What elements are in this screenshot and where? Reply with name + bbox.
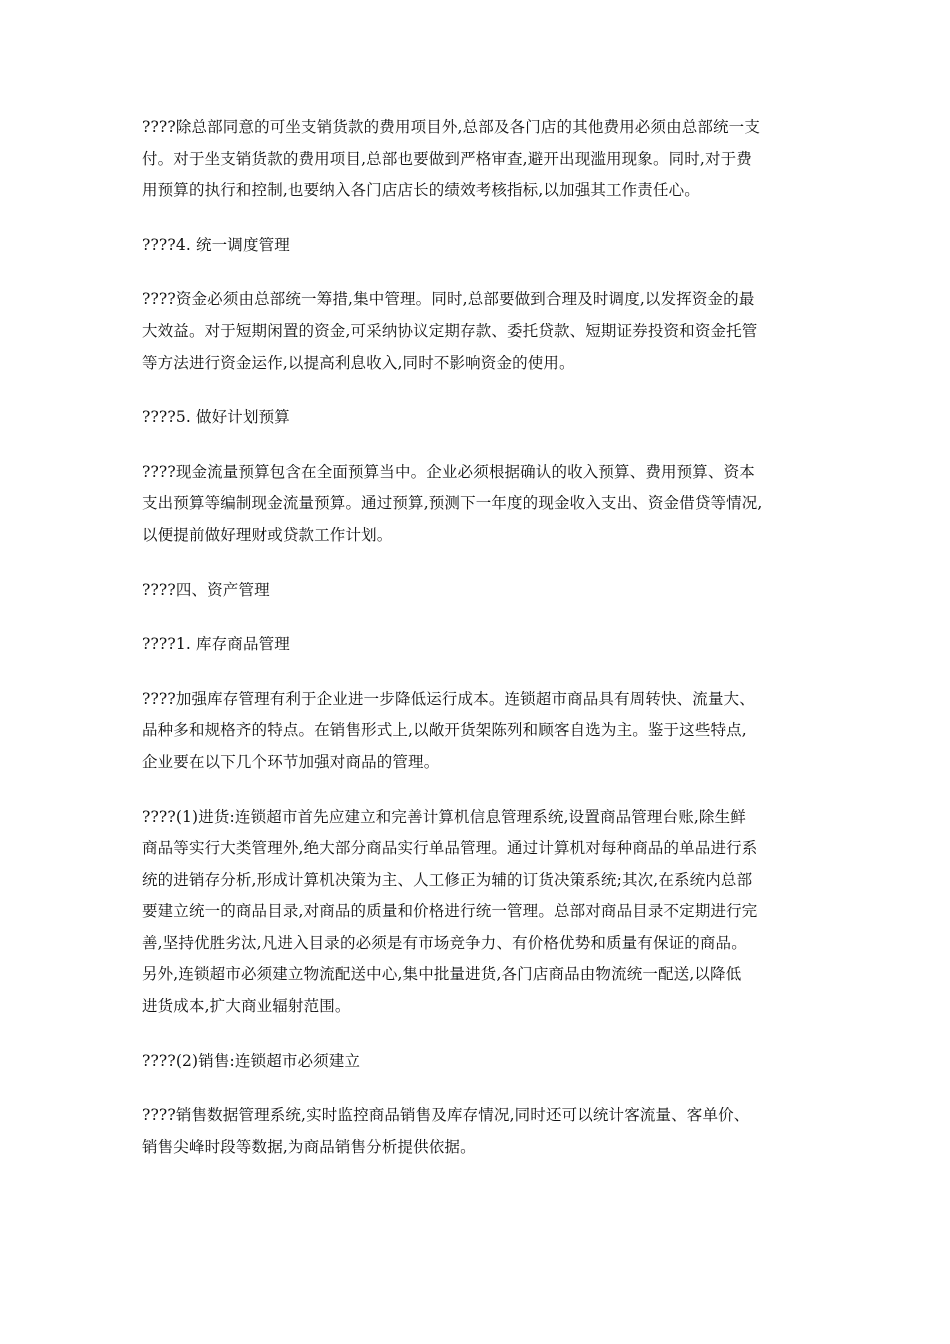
text-line: ????(2)销售:连锁超市必须建立: [142, 1051, 361, 1070]
paragraph-sales-data: [142, 1100, 814, 1163]
document-body: [142, 112, 814, 1186]
paragraph-cash-flow-budget: [142, 457, 814, 552]
text-line: ????4. 统一调度管理: [142, 235, 290, 254]
text-line: ????(1)进货:连锁超市首先应建立和完善计算机信息管理系统,设置商品管理台账,除生鲜: [142, 807, 746, 826]
text-line: 进货成本,扩大商业辐射范围。: [142, 997, 351, 1016]
text-line: 用预算的执行和控制,也要纳入各门店店长的绩效考核指标,以加强其工作责任心。: [142, 181, 700, 200]
heading-budget-planning: [142, 402, 814, 434]
text-line: ????加强库存管理有利于企业进一步降低运行成本。连锁超市商品具有周转快、流量大、: [142, 689, 755, 708]
text-line: ????资金必须由总部统一筹措,集中管理。同时,总部要做到合理及时调度,以发挥资金的最: [142, 290, 755, 309]
text-line: 企业要在以下几个环节加强对商品的管理。: [142, 752, 440, 771]
heading-asset-management: [142, 575, 814, 607]
text-line: 商品等实行大类管理外,绝大部分商品实行单品管理。通过计算机对每种商品的单品进行系: [142, 839, 758, 858]
text-line: 销售尖峰时段等数据,为商品销售分析提供依据。: [142, 1137, 476, 1156]
text-line: 大效益。对于短期闲置的资金,可采纳协议定期存款、委托贷款、短期证券投资和资金托管: [142, 321, 758, 340]
text-line: ????现金流量预算包含在全面预算当中。企业必须根据确认的收入预算、费用预算、资本: [142, 462, 755, 481]
text-line: 付。对于坐支销货款的费用项目,总部也要做到严格审查,避开出现滥用现象。同时,对于费: [142, 149, 752, 168]
text-line: 要建立统一的商品目录,对商品的质量和价格进行统一管理。总部对商品目录不定期进行完: [142, 902, 758, 921]
text-line: 另外,连锁超市必须建立物流配送中心,集中批量进货,各门店商品由物流统一配送,以降低: [142, 965, 742, 984]
text-line: ????四、资产管理: [142, 580, 270, 599]
paragraph-expense-control: [142, 112, 814, 207]
text-line: ????除总部同意的可坐支销货款的费用项目外,总部及各门店的其他费用必须由总部统一支: [142, 118, 760, 136]
text-line: ????销售数据管理系统,实时监控商品销售及库存情况,同时还可以统计客流量、客单价、: [142, 1106, 750, 1125]
text-line: ????5. 做好计划预算: [142, 408, 290, 427]
text-line: 善,坚持优胜劣汰,凡进入目录的必须是有市场竞争力、有价格优势和质量有保证的商品。: [142, 933, 747, 952]
heading-inventory-management: [142, 629, 814, 661]
heading-unified-dispatch: [142, 230, 814, 262]
text-line: 支出预算等编制现金流量预算。通过预算,预测下一年度的现金收入支出、资金借贷等情况,: [142, 494, 763, 513]
text-line: 品种多和规格齐的特点。在销售形式上,以敞开货架陈列和顾客自选为主。鉴于这些特点,: [142, 721, 747, 740]
text-line: 等方法进行资金运作,以提高利息收入,同时不影响资金的使用。: [142, 353, 575, 372]
paragraph-fund-management: [142, 284, 814, 379]
paragraph-inventory-intro: [142, 684, 814, 779]
text-line: 以便提前做好理财或贷款工作计划。: [142, 525, 393, 544]
heading-sales: [142, 1046, 814, 1078]
paragraph-purchasing: [142, 802, 814, 1023]
text-line: 统的进销存分析,形成计算机决策为主、人工修正为辅的订货决策系统;其次,在系统内总部: [142, 870, 753, 889]
text-line: ????1. 库存商品管理: [142, 635, 290, 654]
